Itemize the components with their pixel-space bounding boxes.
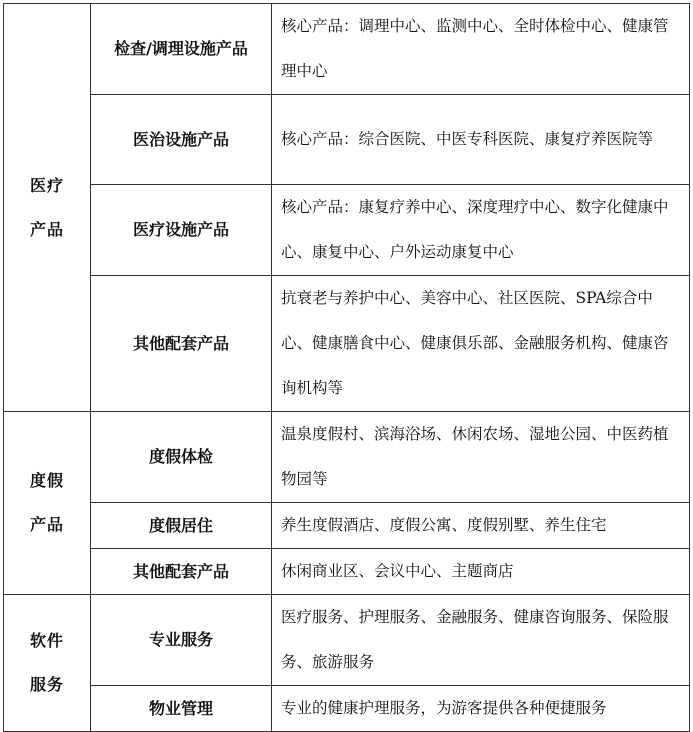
category-label-line: 医疗 [29, 175, 64, 195]
description-cell: 核心产品：调理中心、监测中心、全时体检中心、健康管理中心 [272, 4, 690, 95]
category-label-line: 软件 [29, 631, 64, 650]
table-row [4, 595, 690, 686]
subcategory-cell: 其他配套产品 [91, 276, 272, 412]
product-table [3, 3, 690, 732]
subcategory-cell: 检查/调理设施产品 [91, 4, 272, 95]
subcategory-cell: 度假体检 [91, 412, 272, 503]
table-row [4, 412, 690, 503]
description-cell: 温泉度假村、滨海浴场、休闲农场、湿地公园、中医药植物园等 [272, 412, 690, 503]
description-cell: 养生度假酒店、度假公寓、度假别墅、养生住宅 [272, 503, 690, 549]
category-cell-vacation [4, 412, 91, 595]
description-cell: 医疗服务、护理服务、金融服务、健康咨询服务、保险服务、旅游服务 [272, 595, 690, 686]
description-cell: 抗衰老与养护中心、美容中心、社区医院、SPA综合中心、健康膳食中心、健康俱乐部、金融服务机构、健康咨询机构等 [272, 276, 690, 412]
table-row [4, 503, 690, 549]
category-label-line: 产品 [29, 515, 64, 534]
subcategory-cell: 医治设施产品 [91, 95, 272, 185]
table-row [4, 4, 690, 95]
description-cell: 核心产品：综合医院、中医专科医院、康复疗养医院等 [272, 95, 690, 185]
subcategory-cell: 物业管理 [91, 686, 272, 732]
description-cell: 休闲商业区、会议中心、主题商店 [272, 549, 690, 595]
subcategory-cell: 其他配套产品 [91, 549, 272, 595]
category-cell-medical [4, 4, 91, 412]
table-row [4, 276, 690, 412]
category-label-line: 服务 [29, 675, 64, 694]
table-row [4, 549, 690, 595]
description-cell: 专业的健康护理服务，为游客提供各种便捷服务 [272, 686, 690, 732]
subcategory-cell: 专业服务 [91, 595, 272, 686]
category-label-line: 产品 [29, 219, 64, 239]
table-row [4, 95, 690, 185]
description-cell: 核心产品：康复疗养中心、深度理疗中心、数字化健康中心、康复中心、户外运动康复中心 [272, 185, 690, 276]
subcategory-cell: 度假居住 [91, 503, 272, 549]
category-label-line: 度假 [29, 471, 64, 490]
table-row [4, 686, 690, 732]
table-row [4, 185, 690, 276]
category-cell-software [4, 595, 91, 732]
subcategory-cell: 医疗设施产品 [91, 185, 272, 276]
